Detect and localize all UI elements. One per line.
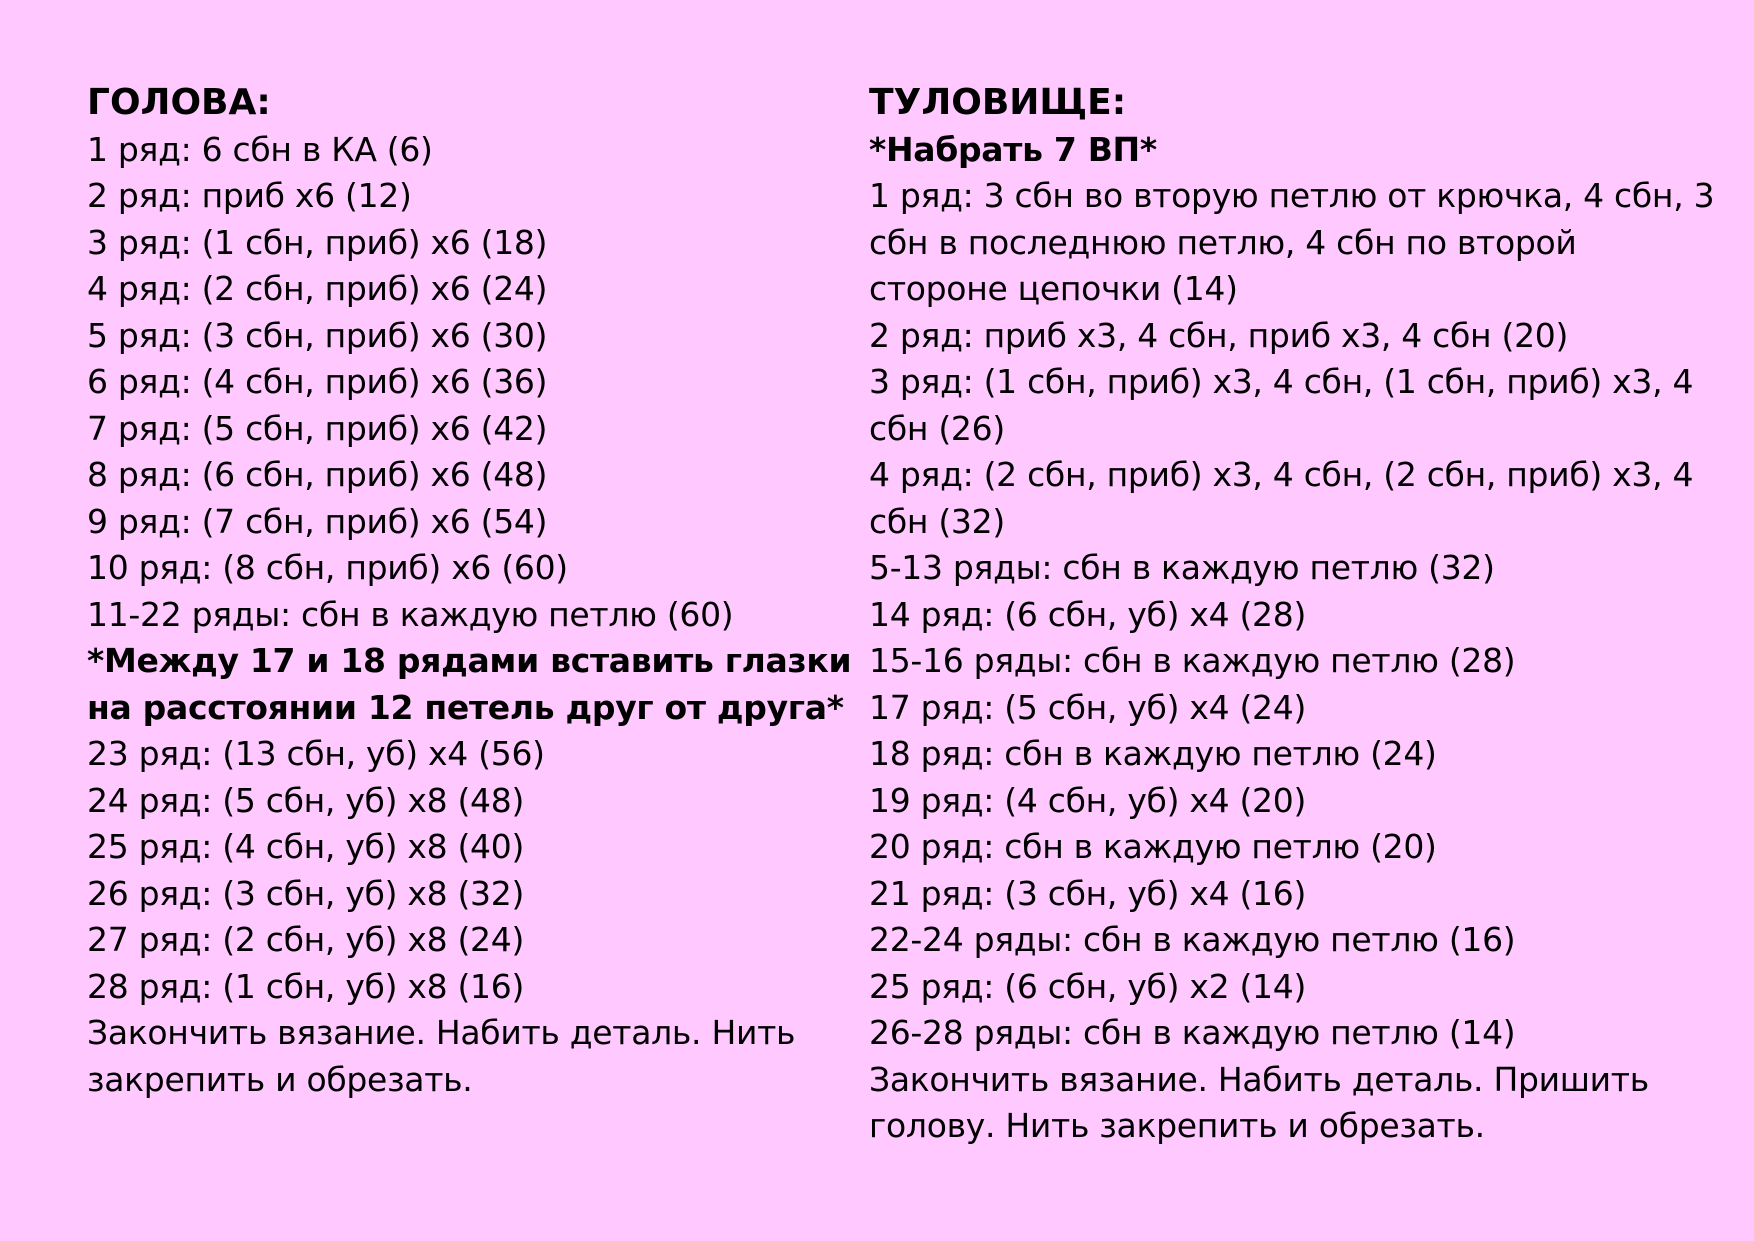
instruction-line: 6 ряд: (4 сбн, приб) х6 (36) <box>87 362 548 401</box>
instruction-line: 17 ряд: (5 сбн, уб) х4 (24) <box>869 687 1307 727</box>
instruction-line: Закончить вязание. Набить деталь. Пришить <box>869 1059 1649 1099</box>
note-line: на расстоянии 12 петель друг от друга* <box>87 687 844 727</box>
instruction-line: 26 ряд: (3 сбн, уб) х8 (32) <box>87 873 525 913</box>
instruction-line: 24 ряд: (5 сбн, уб) х8 (48) <box>87 780 525 820</box>
body-section <box>869 80 1715 1150</box>
head-section <box>87 80 852 1103</box>
instruction-line: 10 ряд: (8 сбн, приб) х6 (60) <box>87 548 568 587</box>
instruction-line: 25 ряд: (6 сбн, уб) х2 (14) <box>869 966 1307 1006</box>
instruction-line: 15-16 ряды: сбн в каждую петлю (28) <box>869 641 1516 680</box>
instruction-line: сбн (32) <box>869 501 1005 541</box>
instruction-line: 20 ряд: сбн в каждую петлю (20) <box>869 827 1437 866</box>
instruction-line: 27 ряд: (2 сбн, уб) х8 (24) <box>87 920 525 959</box>
instruction-line: 4 ряд: (2 сбн, приб) х3, 4 сбн, (2 сбн, приб) х3, 4 <box>869 455 1694 494</box>
instruction-line: 9 ряд: (7 сбн, приб) х6 (54) <box>87 501 548 541</box>
instruction-line: 19 ряд: (4 сбн, уб) х4 (20) <box>869 780 1307 820</box>
instruction-line: 2 ряд: приб х3, 4 сбн, приб х3, 4 сбн (20) <box>869 315 1569 355</box>
instruction-line: 22-24 ряды: сбн в каждую петлю (16) <box>869 920 1516 959</box>
instruction-line: 7 ряд: (5 сбн, приб) х6 (42) <box>87 408 548 448</box>
instruction-line: 26-28 ряды: сбн в каждую петлю (14) <box>869 1013 1516 1052</box>
instruction-line: 1 ряд: 3 сбн во вторую петлю от крючка, 4 сбн, 3 <box>869 176 1715 215</box>
instruction-line: 5-13 ряды: сбн в каждую петлю (32) <box>869 548 1495 587</box>
body-section-title: ТУЛОВИЩЕ: <box>869 82 1127 123</box>
note-line: *Набрать 7 ВП* <box>869 129 1157 169</box>
instruction-line: Закончить вязание. Набить деталь. Нить <box>87 1013 796 1052</box>
instruction-line: 5 ряд: (3 сбн, приб) х6 (30) <box>87 315 548 355</box>
instruction-line: 8 ряд: (6 сбн, приб) х6 (48) <box>87 455 548 494</box>
instruction-line: сбн (26) <box>869 408 1005 448</box>
note-line: *Между 17 и 18 рядами вставить глазки <box>87 641 852 680</box>
instruction-line: 2 ряд: приб х6 (12) <box>87 176 412 215</box>
instruction-line: 18 ряд: сбн в каждую петлю (24) <box>869 734 1437 773</box>
instruction-line: закрепить и обрезать. <box>87 1059 473 1099</box>
instruction-line: голову. Нить закрепить и обрезать. <box>869 1106 1485 1145</box>
instruction-line: 21 ряд: (3 сбн, уб) х4 (16) <box>869 873 1307 913</box>
body-instructions <box>869 127 1715 1150</box>
instruction-line: 28 ряд: (1 сбн, уб) х8 (16) <box>87 966 525 1006</box>
instruction-line: 23 ряд: (13 сбн, уб) х4 (56) <box>87 734 545 773</box>
instruction-line: 11-22 ряды: сбн в каждую петлю (60) <box>87 594 734 634</box>
instruction-line: сбн в последнюю петлю, 4 сбн по второй <box>869 222 1577 262</box>
instruction-line: 4 ряд: (2 сбн, приб) х6 (24) <box>87 269 548 308</box>
instruction-line: 3 ряд: (1 сбн, приб) х3, 4 сбн, (1 сбн, приб) х3, 4 <box>869 362 1694 401</box>
instruction-line: 1 ряд: 6 сбн в КА (6) <box>87 129 433 169</box>
instruction-line: 14 ряд: (6 сбн, уб) х4 (28) <box>869 594 1307 634</box>
instruction-line: 3 ряд: (1 сбн, приб) х6 (18) <box>87 222 548 262</box>
head-section-title: ГОЛОВА: <box>87 82 271 123</box>
head-instructions <box>87 127 852 1104</box>
instruction-line: 25 ряд: (4 сбн, уб) х8 (40) <box>87 827 525 866</box>
instruction-line: стороне цепочки (14) <box>869 269 1238 308</box>
